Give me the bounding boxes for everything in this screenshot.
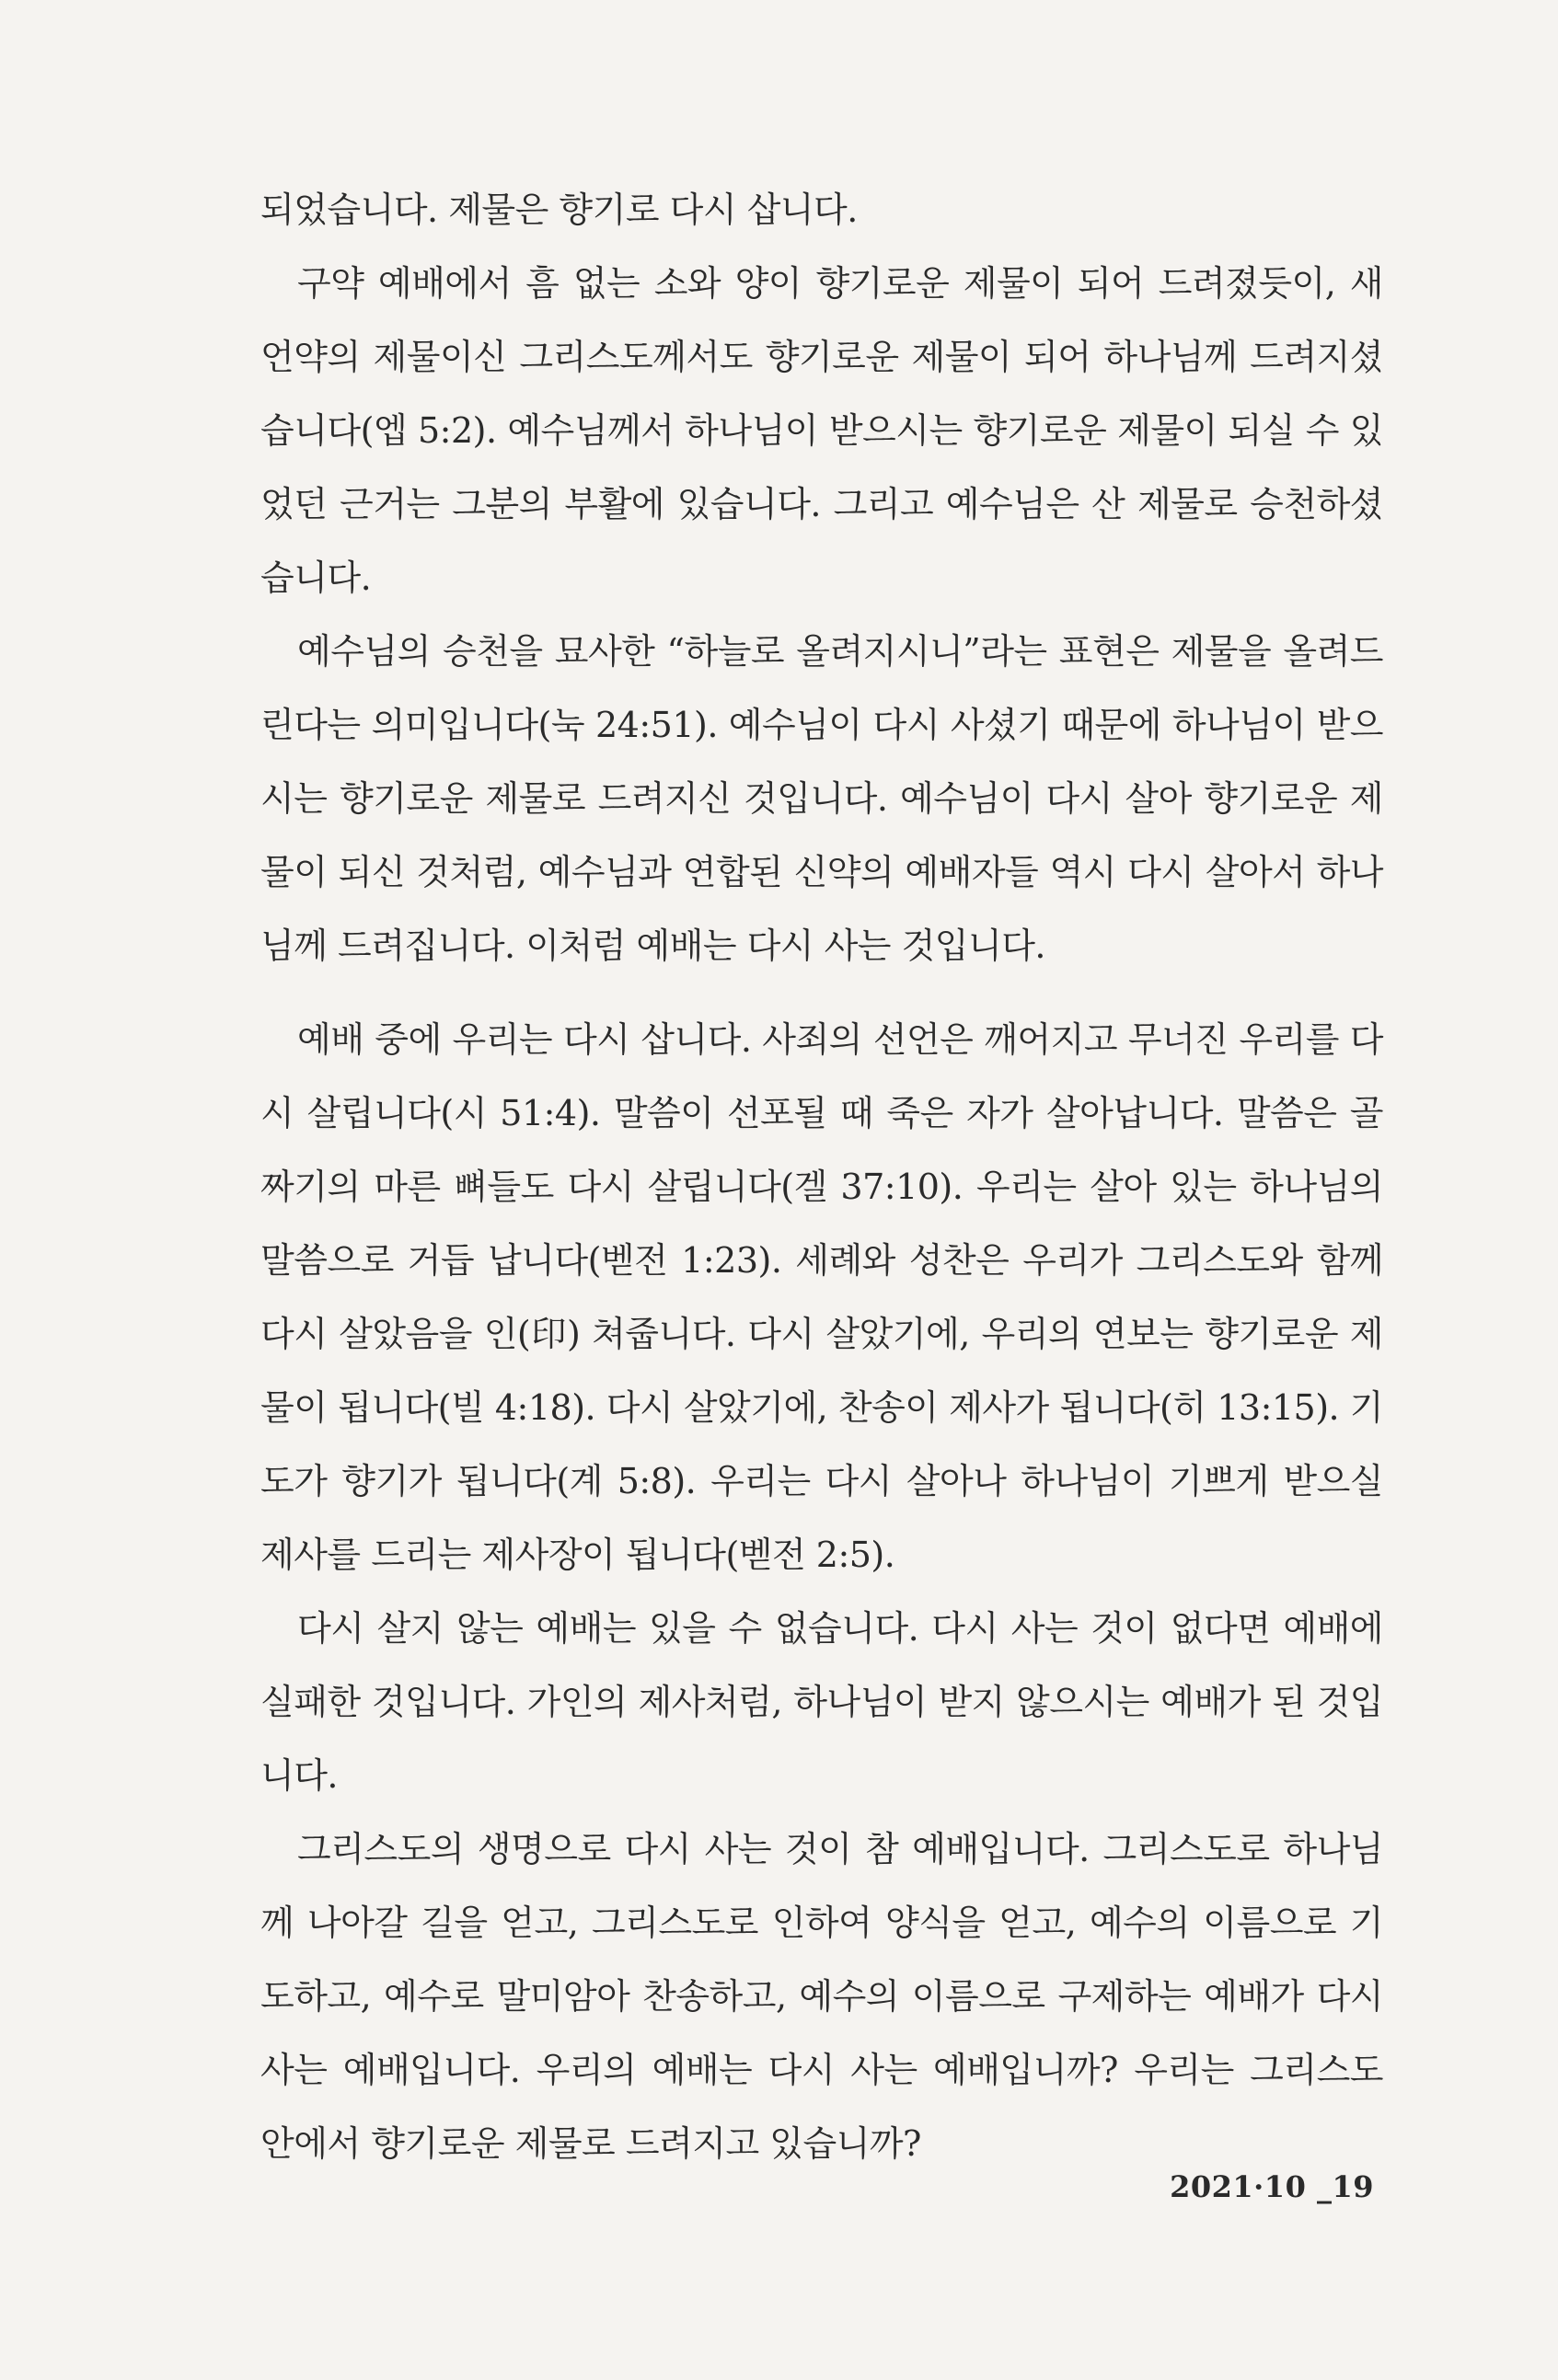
- page-number: 2021·10 _19: [1170, 2169, 1374, 2204]
- section-two: [260, 1003, 1383, 2180]
- section-one: [260, 173, 1383, 983]
- paragraph: 그리스도의 생명으로 다시 사는 것이 참 예배입니다. 그리스도로 하나님께 나아갈 길을 얻고, 그리스도로 인하여 양식을 얻고, 예수의 이름으로 기도하고, 예수로 말미암아 찬송하고, 예수의 이름으로 구제하는 예배가 다시 사는 예배입니다. 우리의 예배는 다시 사는 예배입니까? 우리는 그리스도 안에서 향기로운 제물로 드려지고 있습니까?: [260, 1829, 1383, 2164]
- paragraph: 다시 살지 않는 예배는 있을 수 없습니다. 다시 사는 것이 없다면 예배에 실패한 것입니다. 가인의 제사처럼, 하나님이 받지 않으시는 예배가 된 것입니다.: [260, 1608, 1383, 1796]
- paragraph: 예배 중에 우리는 다시 삽니다. 사죄의 선언은 깨어지고 무너진 우리를 다시 살립니다(시 51:4). 말씀이 선포될 때 죽은 자가 살아납니다. 말씀은 골짜기의 마른 뼈들도 다시 살립니다(겔 37:10). 우리는 살아 있는 하나님의 말씀으로 거듭 납니다(벧전 1:23). 세례와 성찬은 우리가 그리스도와 함께 다시 살았음을 인(印) 쳐줍니다. 다시 살았기에, 우리의 연보는 향기로운 제물이 됩니다(빌 4:18). 다시 살았기에, 찬송이 제사가 됩니다(히 13:15). 기도가 향기가 됩니다(계 5:8). 우리는 다시 살아나 하나님이 기쁘게 받으실 제사를 드리는 제사장이 됩니다(벧전 2:5).: [260, 1019, 1383, 1575]
- paragraph: 예수님의 승천을 묘사한 “하늘로 올려지시니”라는 표현은 제물을 올려드린다는 의미입니다(눅 24:51). 예수님이 다시 사셨기 때문에 하나님이 받으시는 향기로운 제물로 드려지신 것입니다. 예수님이 다시 살아 향기로운 제물이 되신 것처럼, 예수님과 연합된 신약의 예배자들 역시 다시 살아서 하나님께 드려집니다. 이처럼 예배는 다시 사는 것입니다.: [260, 631, 1383, 966]
- paragraph-continuation: 되었습니다. 제물은 향기로 다시 삽니다.: [260, 190, 858, 230]
- paragraph: 구약 예배에서 흠 없는 소와 양이 향기로운 제물이 되어 드려졌듯이, 새 언약의 제물이신 그리스도께서도 향기로운 제물이 되어 하나님께 드려지셨습니다(엡 5:2). 예수님께서 하나님이 받으시는 향기로운 제물이 되실 수 있었던 근거는 그분의 부활에 있습니다. 그리고 예수님은 산 제물로 승천하셨습니다.: [260, 263, 1383, 598]
